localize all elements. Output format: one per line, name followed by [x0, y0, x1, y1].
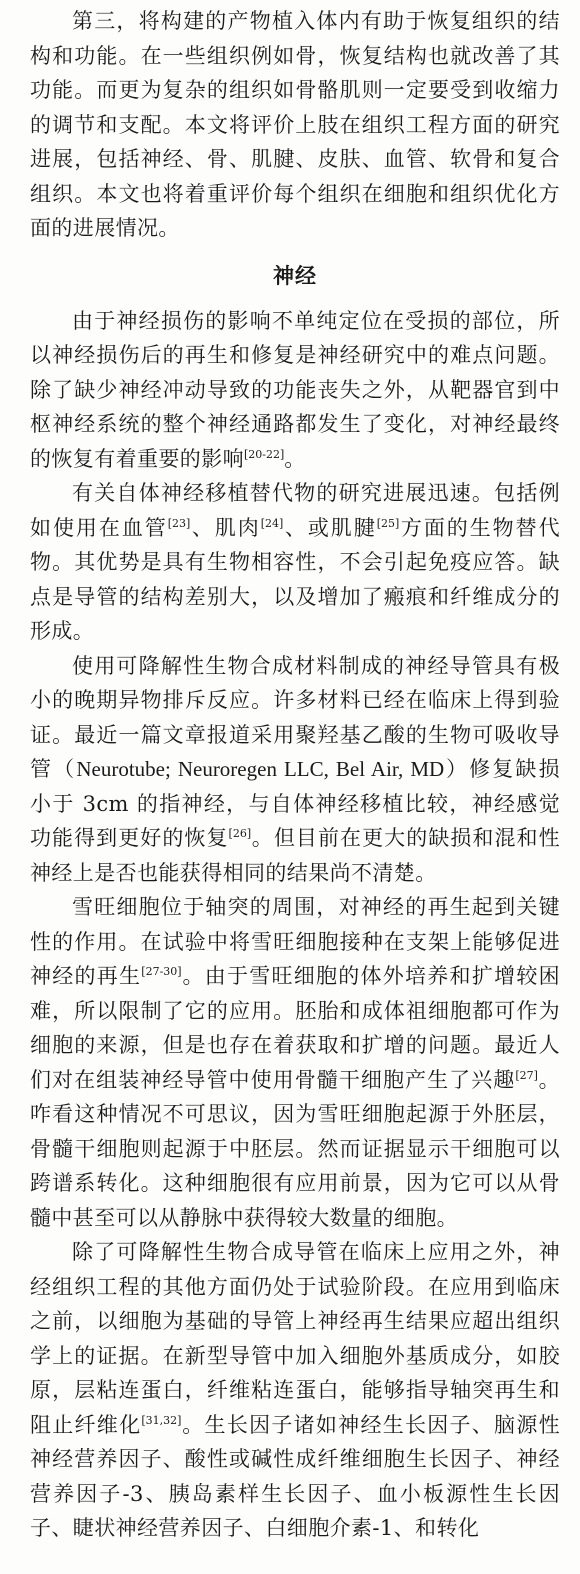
- nerve-paragraph-1: [30, 304, 560, 477]
- nerve-paragraph-5: [30, 1235, 560, 1546]
- section-heading: 神经: [273, 263, 317, 288]
- citation-ref: [26]: [228, 827, 252, 840]
- nerve-paragraph-4: [30, 890, 560, 1235]
- paragraph-text: 。生长因子诸如神经生长因子、脑源性神经营养因子、酸性或碱性成纤维细胞生长因子、神经营养因子-3、胰岛素样生长因子、血小板源性生长因子、睫状神经营养因子、白细胞介素-1、和转化: [30, 1412, 560, 1540]
- text-column: [30, 4, 560, 1546]
- paragraph-text: 。: [284, 446, 306, 471]
- paragraph-text: 雪旺细胞位于轴突的周围，对神经的再生起到关键性的作用。在试验中将雪旺细胞接种在支架上能够促进神经的再生: [30, 895, 560, 988]
- intro-text: 第三，将构建的产物植入体内有助于恢复组织的结构和功能。在一些组织例如骨，恢复结构也就改善了其功能。而更为复杂的组织如骨骼肌则一定要受到收缩力的调节和支配。本文将评价上肢在组织工程方面的研究进展，包括神经、骨、肌腱、皮肤、血管、软骨和复合组织。本文也将着重评价每个组织在细胞和组织优化方面的进展情况。: [30, 9, 560, 240]
- citation-ref: [24]: [260, 516, 284, 530]
- product-name: Neurotube; Neuroregen LLC, Bel Air, MD: [76, 757, 445, 781]
- paragraph-text: ）修复缺损小于 3cm 的指神经，与自体神经移植比较，神经感觉功能得到更好的恢复: [30, 757, 560, 850]
- citation-ref: [27]: [515, 1068, 538, 1082]
- citation-ref: [25]: [376, 516, 400, 530]
- paragraph-text: 有关自体神经移植替代物的研究进展迅速。包括例如使用在血管: [30, 481, 560, 540]
- citation-ref: [31,32]: [141, 1413, 182, 1427]
- nerve-paragraph-2: [30, 476, 560, 649]
- paragraph-text: 使用可降解性生物合成材料制成的神经导管具有极小的晚期异物排斥反应。许多材料已经在临床上得到验证。最近一篇文章报道采用聚羟基乙酸的生物可吸收导管（: [30, 653, 560, 781]
- paragraph-text: 、或肌腱: [283, 515, 377, 540]
- citation-ref: [20-22]: [244, 447, 285, 461]
- citation-ref: [27-30]: [141, 965, 182, 978]
- paragraph-text: 。由于雪旺细胞的体外培养和扩增较困难，所以限制了它的应用。胚胎和成体祖细胞都可作为细胞的来源，但是也存在着获取和扩增的问题。最近人们对在组装神经导管中使用骨髓干细胞产生了兴趣: [30, 964, 560, 1092]
- paragraph-text: 、肌肉: [190, 515, 261, 540]
- paragraph-text: 。但目前在更大的缺损和混和性神经上是否也能获得相同的结果尚不清楚。: [30, 826, 560, 885]
- nerve-paragraph-3: [30, 649, 560, 891]
- paragraph-text: 方面的生物替代物。其优势是具有生物相容性，不会引起免疫应答。缺点是导管的结构差别大，以及增加了瘢痕和纤维成分的形成。: [30, 515, 560, 643]
- citation-ref: [23]: [167, 516, 191, 530]
- paragraph-text: 。咋看这种情况不可思议，因为雪旺细胞起源于外胚层，骨髓干细胞则起源于中胚层。然而证据显示干细胞可以跨谱系转化。这种细胞很有应用前景，因为它可以从骨髓中甚至可以从静脉中获得较大数量的细胞。: [30, 1067, 560, 1230]
- intro-paragraph: [30, 4, 560, 246]
- paragraph-text: 除了可降解性生物合成导管在临床上应用之外，神经组织工程的其他方面仍处于试验阶段。在应用到临床之前，以细胞为基础的导管上神经再生结果应超出组织学上的证据。在新型导管中加入细胞外基质成分，如胶原，层粘连蛋白，纤维粘连蛋白，能够指导轴突再生和阻止纤维化: [30, 1240, 560, 1437]
- paragraph-text: 由于神经损伤的影响不单纯定位在受损的部位，所以神经损伤后的再生和修复是神经研究中的难点问题。除了缺少神经冲动导致的功能丧失之外，从靶器官到中枢神经系统的整个神经通路都发生了变化，对神经最终的恢复有着重要的影响: [30, 308, 560, 471]
